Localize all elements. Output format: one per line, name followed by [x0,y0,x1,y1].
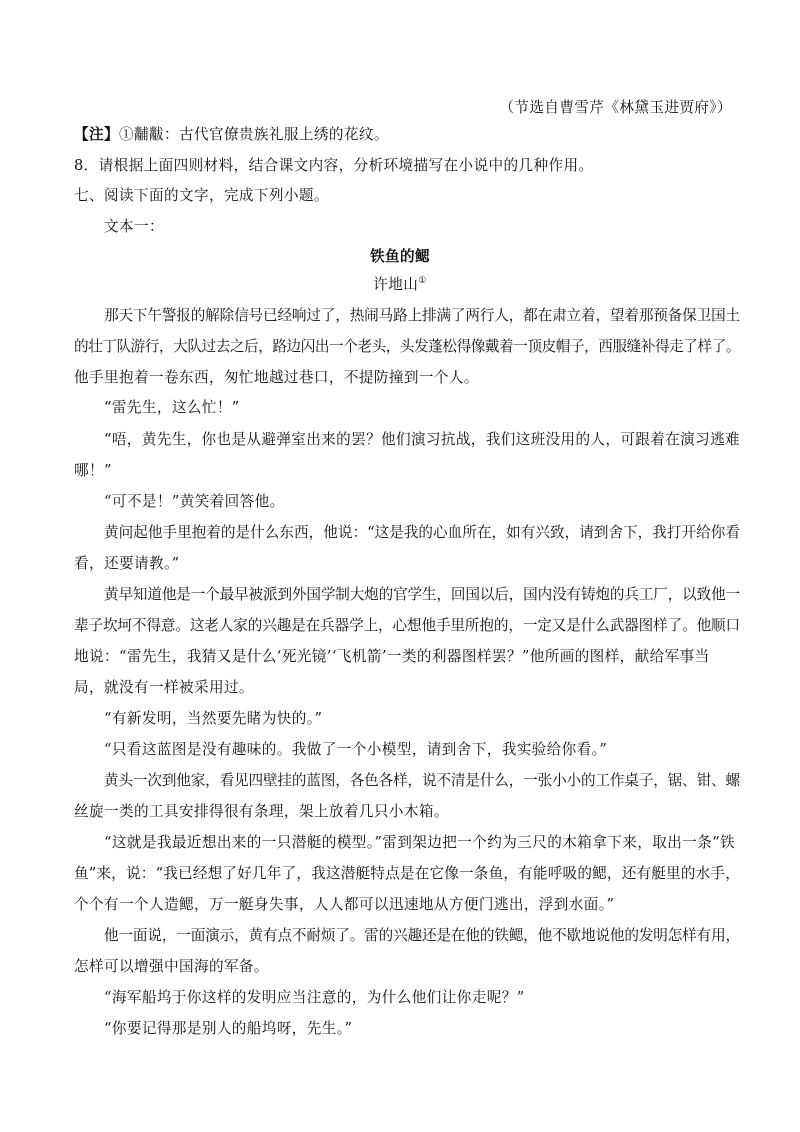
author-name: 许地山 [373,276,419,293]
paragraph-line: “这就是我最近想出来的一只潜艇的模型。”雷到架边把一个约为三尺的木箱拿下来，取出一条“铁 [104,834,736,851]
dialogue-line: “海军船坞于你这样的发明应当注意的，为什么他们让你走呢？” [104,989,525,1006]
paragraph-line: 黄问起他手里抱着的是什么东西，他说：“这是我的心血所在，如有兴致，请到舍下，我打开给你看 [104,524,740,541]
dialogue-line: “只看这蓝图是没有趣味的。我做了一个小模型，请到舍下，我实验给你看。” [104,741,608,758]
paragraph-line: 地说：“雷先生，我猜又是什么‘死光镜’‘飞机箭’一类的利器图样罢？”他所画的图样，献给军事当 [74,648,710,665]
paragraph-line: 鱼”来，说：“我已经想了好几年了，我这潜艇特点是在它像一条鱼，有能呼吸的鳃，还有艇里的水手， [74,865,740,882]
note-tag: 【注】 [74,126,119,143]
note-text: ①黼黻：古代官僚贵族礼服上绣的花纹。 [118,126,389,143]
paragraph-line: 他手里抱着一卷东西，匆忙地越过巷口，不提防撞到一个人。 [74,369,479,386]
note-line [74,125,389,145]
paragraph-line: 那天下午警报的解除信号已经响过了，热闹马路上排满了两行人，都在肃立着，望着那预备保卫国土 [104,307,740,324]
paragraph-line: 怎样可以增强中国海的军备。 [74,958,269,975]
paragraph-line: 辈子坎坷不得意。这老人家的兴趣是在兵器学上，心想他手里所抱的，一定又是什么武器图样了。他顺口 [74,617,740,634]
paragraph-line: 个个有一个人造鳃，万一艇身失事，人人都可以迅速地从方便门逃出，浮到水面。” [74,896,615,913]
section-7-heading: 七、阅读下面的文字，完成下列小题。 [74,187,329,204]
paragraph-line: 丝旋一类的工具安排得很有条理，架上放着几只小木箱。 [74,803,449,820]
dialogue-line: “你要记得那是别人的船坞呀，先生。” [104,1020,353,1037]
text-one-label: 文本一： [104,218,164,235]
paragraph-line: 的壮丁队游行，大队过去之后，路边闪出一个老头，头发蓬松得像戴着一顶皮帽子，西服缝补得走了样了。 [74,338,740,355]
paragraph-line: 他一面说，一面演示，黄有点不耐烦了。雷的兴趣还是在他的铁鳃，他不歇地说他的发明怎样有用， [104,927,740,944]
paragraph-line: 局，就没有一样被采用过。 [74,679,254,696]
dialogue-line: 哪！” [74,462,112,479]
article-title: 铁鱼的鳃 [370,248,430,265]
dialogue-line: “有新发明，当然要先睹为快的。” [104,710,323,727]
question-8: 8．请根据上面四则材料，结合课文内容，分析环境描写在小说中的几种作用。 [74,157,594,174]
article-author [0,275,800,295]
author-footnote-mark: ① [418,276,427,287]
dialogue-line: “可不是！”黄笑着回答他。 [104,493,285,510]
paragraph-line: 看，还要请教。” [74,555,180,572]
paragraph-line: 黄早知道他是一个最早被派到外国学制大炮的官学生，回国以后，国内没有铸炮的兵工厂，以致他一 [104,586,740,603]
source-citation: （节选自曹雪芹《林黛玉进贾府》） [499,99,732,116]
dialogue-line: “雷先生，这么忙！” [104,399,240,416]
dialogue-line: “唔，黄先生，你也是从避弹室出来的罢？他们演习抗战，我们这班没用的人，可跟着在演习逃难 [104,431,740,448]
paragraph-line: 黄头一次到他家，看见四壁挂的蓝图，各色各样，说不清是什么，一张小小的工作桌子，锯、钳、螺 [104,772,740,789]
